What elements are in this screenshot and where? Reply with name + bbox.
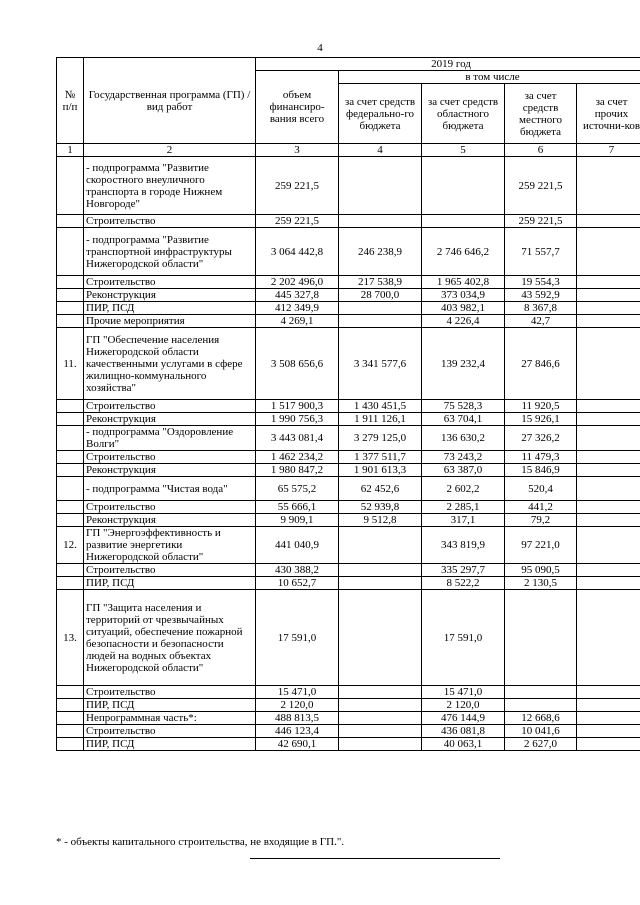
cell-total: 4 269,1: [256, 315, 339, 328]
cell-regional: 436 081,8: [422, 725, 505, 738]
row-name: ПИР, ПСД: [84, 577, 256, 590]
end-rule: [250, 858, 500, 859]
table-row: [57, 564, 640, 577]
table-row: [57, 738, 640, 751]
cell-other: [577, 590, 640, 686]
cell-other: [577, 501, 640, 514]
cell-other: [577, 426, 640, 451]
cell-local: [505, 686, 577, 699]
table-row: [57, 289, 640, 302]
cell-federal: [339, 738, 422, 751]
header-regional: за счет средств областного бюджета: [422, 84, 505, 144]
row-number: [57, 413, 84, 426]
cell-federal: [339, 302, 422, 315]
cell-local: 11 920,5: [505, 400, 577, 413]
row-number: [57, 712, 84, 725]
row-name: - подпрограмма "Развитие транспортной инфраструктуры Нижегородской области": [84, 228, 256, 276]
cell-regional: 403 982,1: [422, 302, 505, 315]
table-row: [57, 328, 640, 400]
cell-other: [577, 400, 640, 413]
header-year: 2019 год: [256, 58, 640, 71]
cell-other: [577, 712, 640, 725]
row-name: ПИР, ПСД: [84, 699, 256, 712]
cell-local: 10 041,6: [505, 725, 577, 738]
row-number: [57, 501, 84, 514]
table-row: [57, 501, 640, 514]
row-number: [57, 725, 84, 738]
row-number: [57, 228, 84, 276]
row-name: ГП "Обеспечение населения Нижегородской области качественными услугами в сфере жилищно-коммунального хозяйства": [84, 328, 256, 400]
table-row: [57, 413, 640, 426]
header-idx: 6: [505, 144, 577, 157]
table-row: [57, 686, 640, 699]
row-name: Реконструкция: [84, 413, 256, 426]
cell-regional: 317,1: [422, 514, 505, 527]
header-idx: 7: [577, 144, 640, 157]
row-name: Непрограммная часть*:: [84, 712, 256, 725]
row-name: ГП "Защита населения и территорий от чрезвычайных ситуаций, обеспечение пожарной безопасности и безопасности людей на водных объектах Нижегородской области": [84, 590, 256, 686]
cell-federal: 1 377 511,7: [339, 451, 422, 464]
table-row: [57, 464, 640, 477]
table-row: [57, 725, 640, 738]
row-name: Строительство: [84, 276, 256, 289]
cell-other: [577, 577, 640, 590]
cell-local: 43 592,9: [505, 289, 577, 302]
row-name: Строительство: [84, 215, 256, 228]
table-row: [57, 514, 640, 527]
cell-federal: 28 700,0: [339, 289, 422, 302]
cell-total: 65 575,2: [256, 477, 339, 501]
cell-total: 412 349,9: [256, 302, 339, 315]
cell-other: [577, 527, 640, 564]
cell-other: [577, 228, 640, 276]
cell-other: [577, 328, 640, 400]
cell-other: [577, 477, 640, 501]
cell-federal: [339, 315, 422, 328]
cell-local: 259 221,5: [505, 215, 577, 228]
cell-total: 2 202 496,0: [256, 276, 339, 289]
row-name: - подпрограмма "Чистая вода": [84, 477, 256, 501]
cell-federal: 246 238,9: [339, 228, 422, 276]
cell-total: 1 990 756,3: [256, 413, 339, 426]
cell-regional: 63 387,0: [422, 464, 505, 477]
row-name: Строительство: [84, 725, 256, 738]
row-number: [57, 426, 84, 451]
cell-federal: [339, 577, 422, 590]
table-row: [57, 577, 640, 590]
cell-local: 19 554,3: [505, 276, 577, 289]
cell-federal: [339, 527, 422, 564]
cell-total: 3 443 081,4: [256, 426, 339, 451]
row-number: 11.: [57, 328, 84, 400]
cell-regional: 2 602,2: [422, 477, 505, 501]
cell-federal: 1 911 126,1: [339, 413, 422, 426]
row-number: [57, 514, 84, 527]
cell-local: 71 557,7: [505, 228, 577, 276]
row-name: Строительство: [84, 686, 256, 699]
cell-regional: 335 297,7: [422, 564, 505, 577]
cell-total: 2 120,0: [256, 699, 339, 712]
header-total: объем финансиро-вания всего: [256, 71, 339, 144]
row-number: [57, 157, 84, 215]
cell-federal: 9 512,8: [339, 514, 422, 527]
row-number: [57, 738, 84, 751]
row-number: [57, 276, 84, 289]
header-idx: 1: [57, 144, 84, 157]
cell-local: 15 926,1: [505, 413, 577, 426]
header-idx: 5: [422, 144, 505, 157]
cell-federal: [339, 590, 422, 686]
row-number: [57, 315, 84, 328]
header-idx: 4: [339, 144, 422, 157]
row-name: ГП "Энергоэффективность и развитие энергетики Нижегородской области": [84, 527, 256, 564]
table-row: [57, 451, 640, 464]
header-other: за счет прочих источни-ков: [577, 84, 640, 144]
cell-total: 259 221,5: [256, 157, 339, 215]
cell-federal: 217 538,9: [339, 276, 422, 289]
row-number: [57, 215, 84, 228]
cell-regional: 73 243,2: [422, 451, 505, 464]
cell-total: 10 652,7: [256, 577, 339, 590]
cell-regional: [422, 215, 505, 228]
cell-federal: 1 901 613,3: [339, 464, 422, 477]
row-number: [57, 699, 84, 712]
cell-total: 446 123,4: [256, 725, 339, 738]
row-number: [57, 302, 84, 315]
cell-local: 12 668,6: [505, 712, 577, 725]
row-name: Прочие мероприятия: [84, 315, 256, 328]
cell-total: 17 591,0: [256, 590, 339, 686]
cell-local: [505, 590, 577, 686]
page-number: 4: [317, 42, 323, 54]
cell-local: 15 846,9: [505, 464, 577, 477]
cell-total: 42 690,1: [256, 738, 339, 751]
cell-other: [577, 564, 640, 577]
row-number: [57, 400, 84, 413]
cell-regional: 15 471,0: [422, 686, 505, 699]
cell-regional: 2 746 646,2: [422, 228, 505, 276]
cell-other: [577, 738, 640, 751]
row-name: ПИР, ПСД: [84, 738, 256, 751]
cell-federal: 52 939,8: [339, 501, 422, 514]
cell-federal: 1 430 451,5: [339, 400, 422, 413]
cell-total: 3 508 656,6: [256, 328, 339, 400]
row-name: Строительство: [84, 451, 256, 464]
cell-local: 441,2: [505, 501, 577, 514]
cell-local: 520,4: [505, 477, 577, 501]
cell-local: 95 090,5: [505, 564, 577, 577]
table-row: [57, 699, 640, 712]
cell-total: 55 666,1: [256, 501, 339, 514]
table-row: [57, 527, 640, 564]
row-name: ПИР, ПСД: [84, 302, 256, 315]
table-row: [57, 400, 640, 413]
table-row: [57, 712, 640, 725]
cell-regional: 2 120,0: [422, 699, 505, 712]
cell-regional: 17 591,0: [422, 590, 505, 686]
cell-other: [577, 289, 640, 302]
header-federal: за счет средств федерально-го бюджета: [339, 84, 422, 144]
cell-local: [505, 699, 577, 712]
header-idx: 3: [256, 144, 339, 157]
row-number: [57, 577, 84, 590]
table-row: [57, 590, 640, 686]
table-row: [57, 426, 640, 451]
cell-total: 1 462 234,2: [256, 451, 339, 464]
table-body: [57, 157, 640, 751]
cell-federal: [339, 699, 422, 712]
cell-federal: [339, 725, 422, 738]
cell-total: 1 980 847,2: [256, 464, 339, 477]
cell-total: 259 221,5: [256, 215, 339, 228]
cell-total: 430 388,2: [256, 564, 339, 577]
cell-regional: 343 819,9: [422, 527, 505, 564]
cell-regional: 8 522,2: [422, 577, 505, 590]
footnote: * - объекты капитального строительства, не входящие в ГП.".: [56, 836, 345, 848]
row-name: Реконструкция: [84, 289, 256, 302]
row-name: - подпрограмма "Оздоровление Волги": [84, 426, 256, 451]
table-row: [57, 315, 640, 328]
cell-local: 259 221,5: [505, 157, 577, 215]
header-idx: 2: [84, 144, 256, 157]
row-number: [57, 564, 84, 577]
table-row: [57, 215, 640, 228]
table-header: [57, 58, 640, 157]
row-number: 12.: [57, 527, 84, 564]
cell-regional: 136 630,2: [422, 426, 505, 451]
cell-local: 27 326,2: [505, 426, 577, 451]
cell-other: [577, 451, 640, 464]
header-local: за счет средств местного бюджета: [505, 84, 577, 144]
cell-regional: 139 232,4: [422, 328, 505, 400]
header-program: Государственная программа (ГП) / вид работ: [84, 58, 256, 144]
cell-regional: 476 144,9: [422, 712, 505, 725]
row-name: Строительство: [84, 400, 256, 413]
cell-federal: [339, 157, 422, 215]
cell-regional: 4 226,4: [422, 315, 505, 328]
table-row: [57, 302, 640, 315]
cell-other: [577, 215, 640, 228]
cell-other: [577, 413, 640, 426]
cell-federal: [339, 564, 422, 577]
cell-regional: 40 063,1: [422, 738, 505, 751]
table-row: [57, 477, 640, 501]
cell-regional: 2 285,1: [422, 501, 505, 514]
row-name: Реконструкция: [84, 514, 256, 527]
cell-local: 8 367,8: [505, 302, 577, 315]
cell-regional: [422, 157, 505, 215]
row-name: Строительство: [84, 501, 256, 514]
cell-local: 11 479,3: [505, 451, 577, 464]
cell-total: 488 813,5: [256, 712, 339, 725]
cell-local: 79,2: [505, 514, 577, 527]
row-name: Реконструкция: [84, 464, 256, 477]
cell-other: [577, 686, 640, 699]
table-row: [57, 276, 640, 289]
row-number: [57, 464, 84, 477]
cell-federal: 3 279 125,0: [339, 426, 422, 451]
cell-other: [577, 157, 640, 215]
cell-federal: [339, 712, 422, 725]
cell-federal: 62 452,6: [339, 477, 422, 501]
cell-local: 2 130,5: [505, 577, 577, 590]
cell-total: 441 040,9: [256, 527, 339, 564]
table-row: [57, 228, 640, 276]
row-number: [57, 289, 84, 302]
cell-regional: 373 034,9: [422, 289, 505, 302]
cell-federal: [339, 686, 422, 699]
cell-other: [577, 276, 640, 289]
cell-other: [577, 302, 640, 315]
cell-local: 42,7: [505, 315, 577, 328]
header-including: в том числе: [339, 71, 640, 84]
cell-total: 445 327,8: [256, 289, 339, 302]
financing-table: [56, 57, 640, 751]
cell-other: [577, 315, 640, 328]
cell-other: [577, 699, 640, 712]
row-number: [57, 686, 84, 699]
cell-other: [577, 464, 640, 477]
row-number: [57, 451, 84, 464]
cell-other: [577, 514, 640, 527]
cell-local: 97 221,0: [505, 527, 577, 564]
header-num: № п/п: [57, 58, 84, 144]
row-number: [57, 477, 84, 501]
cell-total: 9 909,1: [256, 514, 339, 527]
cell-local: 27 846,6: [505, 328, 577, 400]
cell-regional: 75 528,3: [422, 400, 505, 413]
cell-federal: [339, 215, 422, 228]
cell-other: [577, 725, 640, 738]
cell-total: 15 471,0: [256, 686, 339, 699]
table-row: [57, 157, 640, 215]
cell-regional: 1 965 402,8: [422, 276, 505, 289]
row-number: 13.: [57, 590, 84, 686]
cell-total: 3 064 442,8: [256, 228, 339, 276]
cell-total: 1 517 900,3: [256, 400, 339, 413]
cell-regional: 63 704,1: [422, 413, 505, 426]
cell-federal: 3 341 577,6: [339, 328, 422, 400]
row-name: - подпрограмма "Развитие скоростного внеуличного транспорта в городе Нижнем Новгороде": [84, 157, 256, 215]
cell-local: 2 627,0: [505, 738, 577, 751]
row-name: Строительство: [84, 564, 256, 577]
